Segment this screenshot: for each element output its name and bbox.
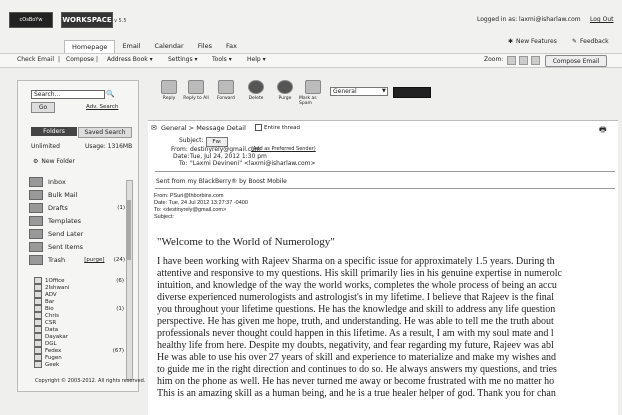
tab-saved-search[interactable]: Saved Search: [78, 127, 132, 138]
logged-in-text: Logged in as: laxmi@isharlaw.com: [477, 16, 581, 23]
address-book-menu[interactable]: Address Book ▾: [107, 56, 153, 63]
search-input[interactable]: Search...: [31, 90, 105, 99]
button-label: Delete: [248, 96, 264, 101]
date-value: Tue, Jul 24, 2012 1:30 pm: [190, 153, 267, 160]
inbox-icon: [29, 177, 43, 187]
folder-icon: [34, 319, 42, 326]
quoted-from: From: PSuri@Ihborbins.com: [154, 193, 224, 199]
zoom-large-icon[interactable]: [531, 56, 540, 65]
subfolder-item[interactable]: [34, 291, 128, 298]
drafts-icon: [29, 203, 43, 213]
forward-button[interactable]: [212, 80, 240, 101]
mark-spam-button[interactable]: [299, 80, 327, 106]
subfolder-label: Geek: [45, 361, 60, 368]
folder-inbox[interactable]: [29, 177, 129, 187]
entire-thread-label: Entire thread: [264, 124, 300, 131]
subfolder-label: Bar: [45, 298, 55, 305]
sent-from-text: Sent from my BlackBerry® by Boost Mobile: [156, 178, 287, 185]
folder-count: (67): [112, 347, 124, 354]
copyright: Copyright © 2003-2012. All rights reserved.: [35, 378, 146, 384]
folder-icon: [34, 284, 42, 291]
compose-link[interactable]: Compose: [66, 56, 95, 63]
subfolder-item[interactable]: [34, 333, 128, 340]
body-line: attentive and responsive to my questions. His skill primarily lies in his genuine expertise in numerolc: [157, 268, 562, 279]
tab-calendar[interactable]: Calendar: [154, 42, 184, 50]
purge-link[interactable]: [purge]: [84, 257, 105, 263]
body-line: professionals never thought could happen in this lifetime. As a result, I am with my soul mate and l: [157, 328, 554, 339]
button-label: Forward: [216, 96, 236, 101]
folder-bulk-mail[interactable]: [29, 190, 129, 200]
subfolder-label: Data: [45, 326, 59, 333]
folder-count: (1): [117, 205, 125, 211]
tab-fax[interactable]: Fax: [225, 42, 237, 50]
message-body-title: "Welcome to the World of Numerology": [157, 236, 335, 248]
reply-all-icon: [188, 80, 204, 94]
new-features-link[interactable]: [508, 38, 557, 45]
folder-icon: [34, 354, 42, 361]
sent-items-icon: [29, 242, 43, 252]
folder-icon: [34, 305, 42, 312]
zoom-small-icon[interactable]: [507, 56, 516, 65]
quoted-subject: Subject:: [154, 214, 174, 220]
feedback-icon: ✎: [572, 38, 578, 45]
spam-icon: [305, 80, 321, 94]
body-line: to guide me in the right direction and continues to do so. He always answers my questions, and tries: [157, 364, 557, 375]
subfolder-item[interactable]: [34, 319, 128, 326]
tab-email[interactable]: Email: [122, 42, 141, 50]
subject-value: Fw:: [206, 137, 228, 147]
folder-label: Drafts: [48, 204, 68, 212]
check-email-link[interactable]: Check Email: [17, 56, 55, 63]
folder-icon: [34, 340, 42, 347]
folder-label: Send Later: [48, 230, 84, 238]
folder-icon: [34, 361, 42, 368]
send-later-icon: [29, 229, 43, 239]
new-features-label: New Features: [516, 38, 557, 45]
help-menu[interactable]: Help ▾: [247, 56, 266, 63]
folder-send-later[interactable]: [29, 229, 129, 239]
subfolder-item[interactable]: [34, 340, 128, 347]
reply-icon: [161, 80, 177, 94]
tab-folders[interactable]: Folders: [31, 127, 77, 136]
reply-button[interactable]: [155, 80, 183, 101]
new-folder-button[interactable]: [33, 158, 75, 165]
button-label: Mark as Spam: [299, 96, 317, 106]
button-label: Reply to All: [183, 96, 209, 101]
feedback-label: Feedback: [580, 38, 609, 45]
brand-logo[interactable]: cOsBoYw: [9, 12, 53, 28]
subfolder-list: [34, 277, 128, 377]
folder-sent-items[interactable]: [29, 242, 129, 252]
subfolder-label: CSR: [45, 319, 57, 326]
subfolder-label: Dayakar: [45, 333, 68, 340]
new-folder-icon: ⚙: [33, 158, 39, 165]
subfolder-item[interactable]: [34, 284, 128, 291]
folder-label: Sent Items: [48, 243, 84, 251]
move-folder-select[interactable]: General: [330, 87, 388, 96]
folder-icon: [34, 312, 42, 319]
zoom-medium-icon[interactable]: [519, 56, 528, 65]
folder-icon: [34, 347, 42, 354]
from-label: From:: [171, 146, 188, 153]
envelope-icon: ✉: [151, 124, 157, 132]
templates-icon: [29, 216, 43, 226]
body-line: I have been working with Rajeev Sharma on a specific issue for approximately 1.5 years. During th: [157, 256, 555, 267]
forward-icon: [218, 80, 234, 94]
body-line: you throughout your lifetime questions. He has the knowledge and skill to address any life question: [157, 304, 556, 315]
subfolder-item[interactable]: [34, 361, 128, 368]
separator: |: [58, 56, 61, 63]
feedback-link[interactable]: [572, 38, 609, 45]
usage-label: Usage: 1316MB: [85, 143, 133, 150]
workspace-logo[interactable]: WORKSPACE: [61, 12, 113, 28]
subfolder-label: 2Ishwani: [45, 284, 70, 291]
entire-thread-checkbox[interactable]: [255, 124, 262, 131]
adv-search-link[interactable]: Adv. Search: [86, 104, 119, 110]
subfolder-item[interactable]: [34, 347, 128, 354]
folder-drafts[interactable]: [29, 203, 129, 213]
divider: [155, 188, 615, 189]
folder-icon: [34, 298, 42, 305]
button-label: Purge: [278, 96, 292, 101]
subfolder-label: Fugen: [45, 354, 62, 361]
go-button[interactable]: Go: [31, 102, 55, 113]
version-label: v 5.5: [114, 18, 127, 24]
folder-count: (6): [116, 277, 124, 284]
body-line: This is an amazing skill as a human being, and he is a true healer helper of god. Thank you for chan: [157, 388, 556, 399]
quoted-header: [154, 193, 248, 221]
from-value[interactable]: destinyrely@gmail.com: [190, 146, 261, 153]
subject-label: Subject:: [179, 137, 204, 144]
folder-templates[interactable]: [29, 216, 129, 226]
compose-email-button[interactable]: Compose Email: [545, 55, 607, 67]
zoom-label: Zoom:: [484, 56, 504, 63]
to-value: "Laxmi Devineni" <laxmi@isharlaw.com>: [190, 160, 316, 167]
folder-label: Templates: [48, 217, 82, 225]
body-line: healthy life from here. Despite my doubts, negativity, and fear regarding my future, Rajeev was abl: [157, 340, 554, 351]
purge-icon: [277, 80, 293, 94]
folder-label: Trash: [48, 256, 66, 264]
to-label: To:: [179, 160, 188, 167]
subfolder-item[interactable]: [34, 326, 128, 333]
folder-label: Bulk Mail: [48, 191, 78, 199]
chevron-down-icon[interactable]: ▼: [382, 88, 386, 94]
logout-link[interactable]: Log Out: [590, 16, 614, 23]
button-label: Reply: [162, 96, 176, 101]
subfolder-label: 1Office: [45, 277, 65, 284]
subfolder-label: ADV: [45, 291, 57, 298]
add-preferred-sender-link[interactable]: (Add as Preferred Sender): [251, 146, 316, 152]
delete-button[interactable]: [242, 80, 270, 101]
new-folder-label: New Folder: [41, 158, 75, 165]
folder-icon: [34, 291, 42, 298]
reply-all-button[interactable]: [182, 80, 210, 101]
tab-files[interactable]: Files: [197, 42, 212, 50]
body-line: diverse experienced numerologists and astrologist's in my lifetime. I believe that Rajeev is the final: [157, 292, 554, 303]
folder-scrollbar-thumb[interactable]: [126, 200, 131, 260]
search-icon[interactable]: 🔍: [106, 90, 115, 98]
body-line: perspective. He has given me hope, truth, and understanding. He was able to tell me the truth about: [157, 316, 554, 327]
subfolder-item[interactable]: [34, 277, 128, 284]
purge-button[interactable]: [271, 80, 299, 101]
subfolder-item[interactable]: [34, 305, 128, 312]
main-tabs: [64, 40, 244, 53]
zoom-controls: [507, 56, 540, 65]
quota-label: Unlimited: [31, 143, 60, 150]
move-button[interactable]: [393, 87, 431, 98]
folder-icon: [34, 326, 42, 333]
folder-trash[interactable]: [29, 255, 129, 265]
folder-list: [29, 177, 129, 267]
quoted-date: Date: Tue, 24 Jul 2012 13:27:37 -0400: [154, 200, 248, 206]
message-breadcrumb[interactable]: General > Message Detail: [161, 124, 246, 132]
trash-icon: [29, 255, 43, 265]
folder-count: (24): [113, 257, 125, 263]
date-label: Date:: [173, 153, 190, 160]
body-line: him on the phone as well. He has never turned me away or become frustrated with me no matter ho: [157, 376, 555, 387]
tools-menu[interactable]: Tools ▾: [212, 56, 232, 63]
bulk-mail-icon: [29, 190, 43, 200]
subfolder-item[interactable]: [34, 354, 128, 361]
subfolder-label: Bio: [45, 305, 54, 312]
folder-icon: [34, 277, 42, 284]
star-icon: ✱: [508, 38, 514, 45]
divider: [155, 171, 615, 172]
folder-label: Inbox: [48, 178, 66, 186]
subfolder-label: Chris: [45, 312, 59, 319]
settings-menu[interactable]: Settings ▾: [168, 56, 198, 63]
subfolder-label: DGL: [45, 340, 57, 347]
folder-count: (1): [116, 305, 124, 312]
subfolder-item[interactable]: [34, 312, 128, 319]
tab-homepage[interactable]: Homepage: [64, 40, 115, 53]
print-icon[interactable]: 🖶: [599, 125, 607, 134]
body-line: intuition, and knowledge of the way the world works, completes the whole process of being an accu: [157, 280, 557, 291]
subfolder-item[interactable]: [34, 298, 128, 305]
separator: |: [96, 56, 99, 63]
delete-icon: [248, 80, 264, 94]
subfolder-label: Fedex: [45, 347, 62, 354]
quoted-to: To: <destinyrely@gmail.com>: [154, 207, 227, 213]
body-line: He was able to use his over 27 years of skill and experience to materialize and make my wishes and: [157, 352, 557, 363]
folder-icon: [34, 333, 42, 340]
entire-thread-toggle[interactable]: [255, 124, 300, 131]
